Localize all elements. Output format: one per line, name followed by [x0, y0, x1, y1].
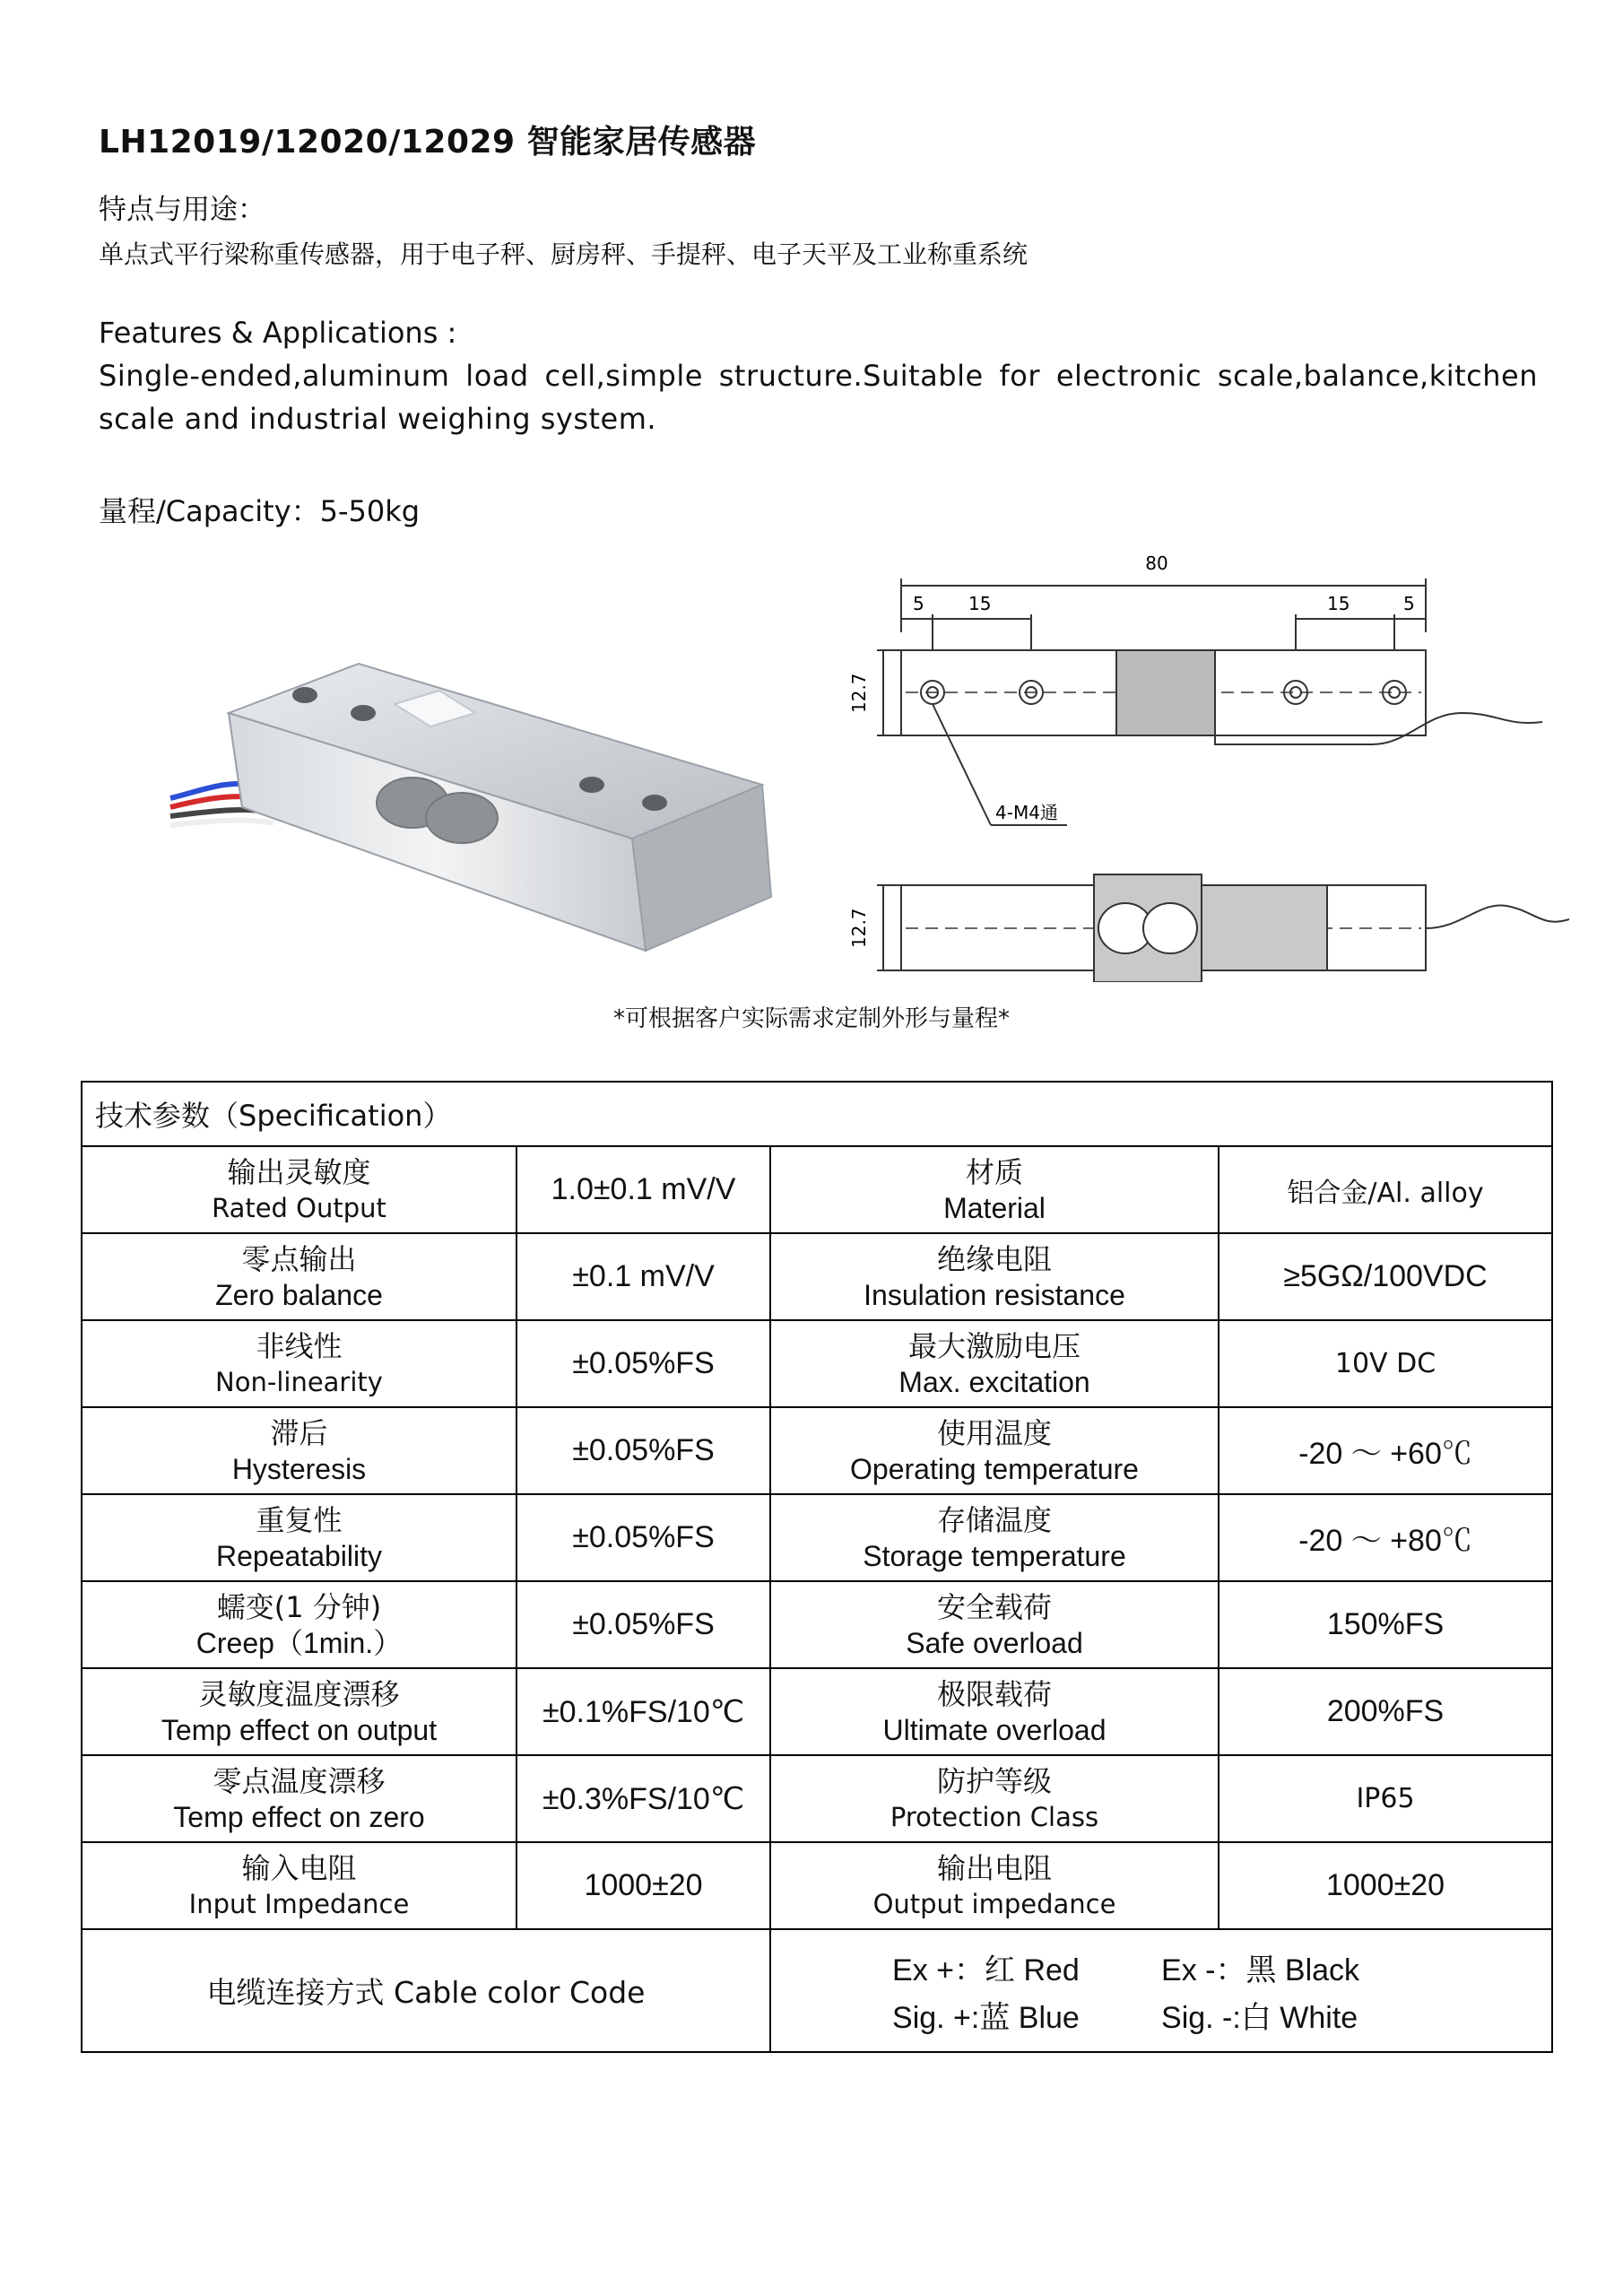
spec-label-cn: 安全载荷 — [936, 1589, 1052, 1624]
spec-label-en: Non-linearity — [215, 1366, 383, 1397]
spec-row — [82, 1755, 1552, 1842]
spec-row — [82, 1320, 1552, 1407]
spec-label-cn: 存储温度 — [936, 1502, 1052, 1537]
dimension-drawing — [798, 534, 1569, 982]
spec-label-cn: 滞后 — [270, 1415, 328, 1450]
features-cn-text: 单点式平行梁称重传感器，用于电子秤、厨房秤、手提秤、电子天平及工业称重系统 — [99, 239, 1028, 269]
spec-label-cn: 使用温度 — [936, 1415, 1052, 1450]
spec-label-cn: 最大激励电压 — [907, 1328, 1081, 1363]
spec-label-cn: 输入电阻 — [241, 1850, 357, 1885]
features-cn-heading: 特点与用途： — [99, 194, 265, 226]
spec-value: ±0.05%FS — [516, 1494, 770, 1581]
spec-row — [82, 1233, 1552, 1320]
spec-heading: 技术参数（Specification） — [82, 1082, 1552, 1146]
spec-label-en: Rated Output — [212, 1192, 386, 1223]
cable-codes — [770, 1929, 1552, 2052]
spec-value: 1.0±0.1 mV/V — [516, 1146, 770, 1233]
spec-label-en: Protection Class — [890, 1801, 1099, 1832]
spec-row — [82, 1407, 1552, 1494]
spec-label-cn: 输出电阻 — [936, 1850, 1052, 1885]
cable-ex-plus: Ex +：红 Red — [892, 1952, 1080, 1987]
dim-80: 80 — [1145, 552, 1168, 574]
cable-ex-minus: Ex -：黑 Black — [1161, 1952, 1360, 1987]
spec-label-en: Max. excitation — [898, 1365, 1090, 1398]
spec-label-cn: 防护等级 — [936, 1763, 1052, 1798]
spec-label-en: Output impedance — [872, 1888, 1116, 1919]
spec-value: ±0.1 mV/V — [516, 1233, 770, 1320]
spec-value: 1000±20 — [516, 1842, 770, 1929]
spec-value: ≥5GΩ/100VDC — [1219, 1233, 1552, 1320]
spec-label-en: Ultimate overload — [882, 1713, 1107, 1746]
spec-row — [82, 1581, 1552, 1668]
spec-label-cn: 蠕变(1 分钟) — [216, 1589, 382, 1624]
spec-value: 铝合金/Al. alloy — [1219, 1146, 1552, 1233]
spec-label-cn: 零点输出 — [241, 1241, 357, 1276]
spec-value: ±0.05%FS — [516, 1320, 770, 1407]
spec-value: -20 ～ +80℃ — [1219, 1494, 1552, 1581]
page-title: LH12019/12020/12029 智能家居传感器 — [99, 124, 757, 161]
spec-value: 10V DC — [1219, 1320, 1552, 1407]
spec-table — [81, 1081, 1553, 2053]
spec-value: ±0.05%FS — [516, 1581, 770, 1668]
spec-label-en: Insulation resistance — [864, 1278, 1125, 1311]
load-cell-photo — [143, 628, 816, 987]
spec-label-cn: 零点温度漂移 — [213, 1763, 386, 1798]
spec-row — [82, 1146, 1552, 1233]
spec-label-en: Operating temperature — [850, 1452, 1139, 1485]
spec-label-cn: 极限载荷 — [936, 1676, 1052, 1711]
dim-height-top: 12.7 — [848, 673, 870, 713]
features-en-text: Single-ended,aluminum load cell,simple structure.Suitable for electronic scale,balance,kitchen scale and industrial weighing system. — [99, 359, 1538, 436]
spec-label-cn: 输出灵敏度 — [227, 1154, 371, 1189]
spec-value: 200%FS — [1219, 1668, 1552, 1755]
spec-label-cn: 非线性 — [256, 1328, 343, 1363]
spec-label-cn: 重复性 — [256, 1502, 343, 1537]
features-en-heading: Features & Applications : — [99, 316, 457, 350]
spec-row — [82, 1494, 1552, 1581]
cable-sig-minus: Sig. -:白 White — [1161, 2000, 1358, 2035]
spec-label-en: Safe overload — [906, 1626, 1083, 1659]
spec-label-en: Storage temperature — [863, 1539, 1126, 1572]
capacity: 量程/Capacity：5-50kg — [99, 494, 421, 528]
spec-value: ±0.05%FS — [516, 1407, 770, 1494]
spec-value: ±0.1%FS/10℃ — [516, 1668, 770, 1755]
dim-height-bottom: 12.7 — [848, 908, 870, 948]
dim-15-left: 15 — [968, 593, 992, 614]
spec-value: 150%FS — [1219, 1581, 1552, 1668]
spec-label-cn: 材质 — [965, 1154, 1023, 1189]
cable-row — [82, 1929, 1552, 2052]
spec-label-en: Temp effect on zero — [173, 1800, 425, 1833]
spec-label-en: Input Impedance — [188, 1888, 410, 1919]
dim-15-right: 15 — [1327, 593, 1350, 614]
dim-5-left: 5 — [913, 593, 924, 614]
spec-row — [82, 1842, 1552, 1929]
spec-label-en: Hysteresis — [231, 1452, 367, 1485]
spec-label-en: Temp effect on output — [161, 1713, 438, 1746]
hole-note: 4-M4通 — [995, 802, 1058, 823]
spec-label-en: Zero balance — [215, 1278, 383, 1311]
dim-5-right: 5 — [1403, 593, 1415, 614]
cable-sig-plus: Sig. +:蓝 Blue — [892, 2000, 1080, 2035]
custom-note: *可根据客户实际需求定制外形与量程* — [612, 1005, 1010, 1032]
spec-value: IP65 — [1219, 1755, 1552, 1842]
spec-value: ±0.3%FS/10℃ — [516, 1755, 770, 1842]
cable-label: 电缆连接方式 Cable color Code — [82, 1929, 770, 2052]
spec-label-en: Creep（1min.） — [195, 1626, 403, 1659]
spec-label-en: Material — [943, 1191, 1046, 1224]
spec-label-cn: 灵敏度温度漂移 — [198, 1676, 400, 1711]
spec-label-cn: 绝缘电阻 — [936, 1241, 1052, 1276]
spec-value: 1000±20 — [1219, 1842, 1552, 1929]
spec-row — [82, 1668, 1552, 1755]
spec-label-en: Repeatability — [216, 1539, 382, 1572]
spec-value: -20 ～ +60℃ — [1219, 1407, 1552, 1494]
